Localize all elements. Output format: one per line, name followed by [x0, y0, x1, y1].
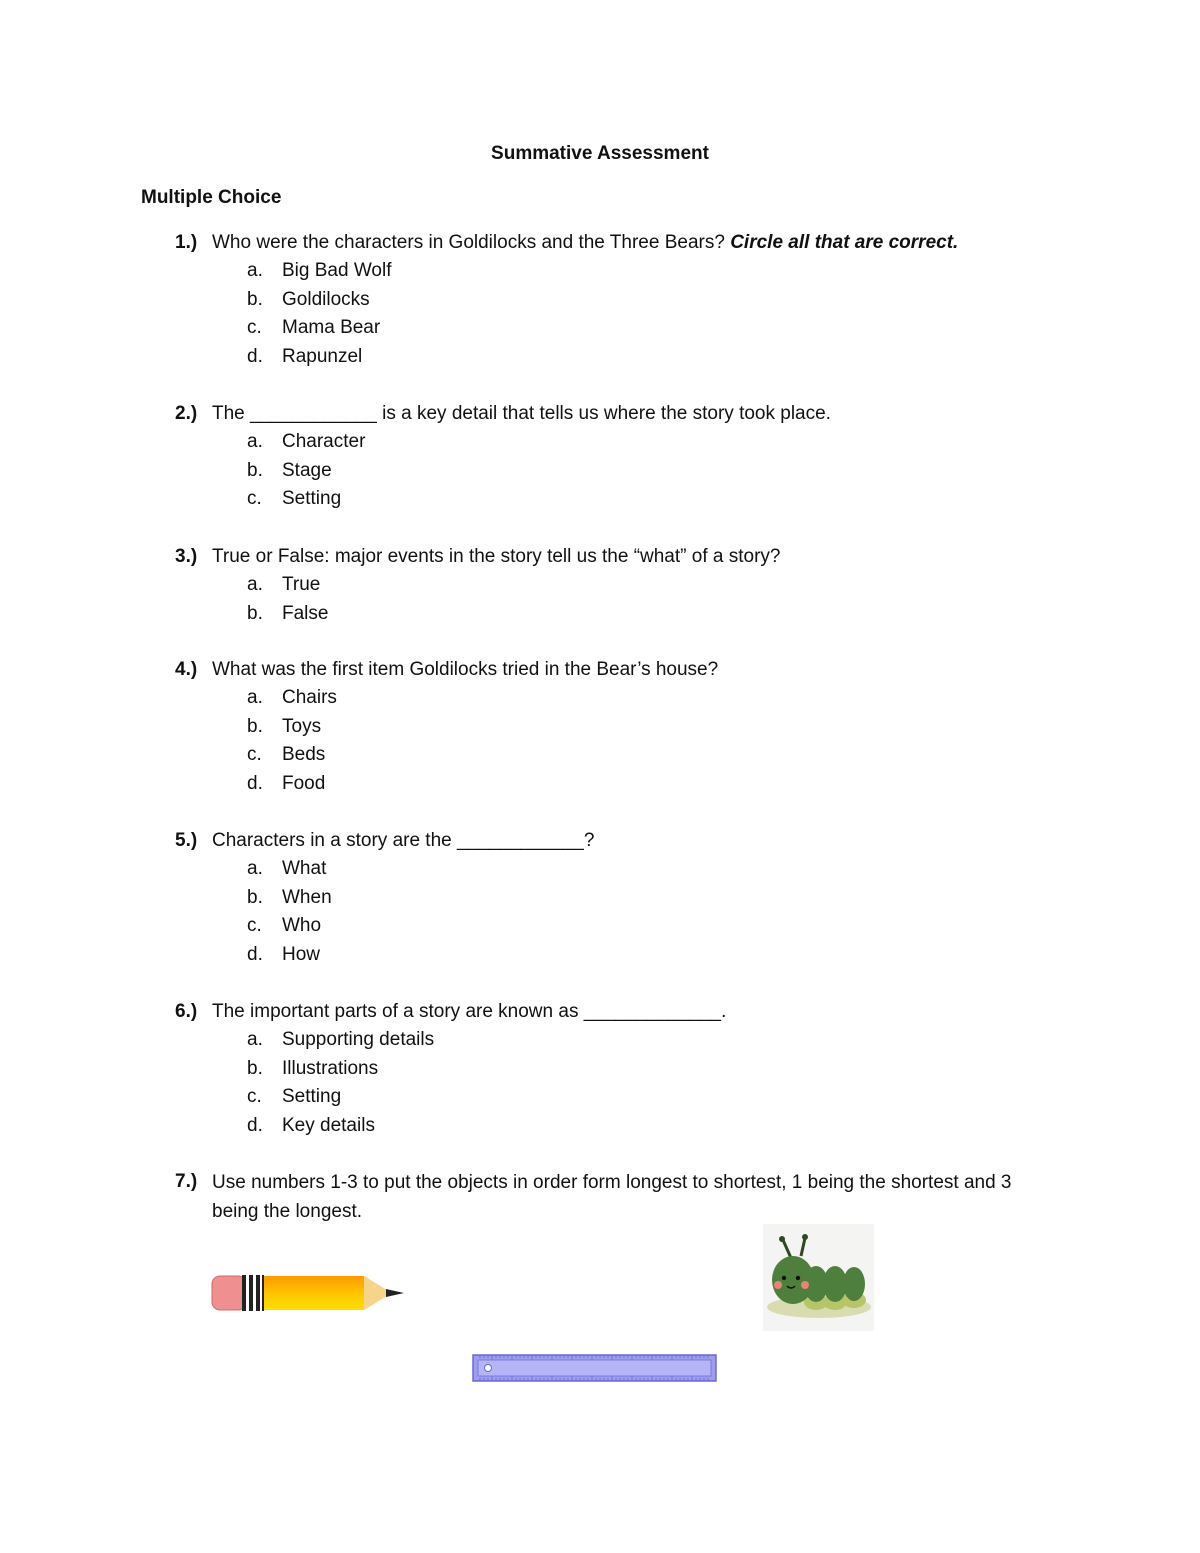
option-letter: c. — [247, 744, 262, 765]
option-text: Illustrations — [282, 1057, 379, 1079]
option-letter: c. — [247, 488, 262, 509]
question-2 — [175, 400, 1075, 514]
question-6 — [175, 998, 1075, 1140]
question-text: What was the first item Goldilocks tried in the Bear’s house? — [212, 659, 719, 680]
option[interactable] — [175, 912, 1075, 941]
option-text: Setting — [282, 488, 342, 509]
option[interactable] — [175, 343, 1075, 372]
option[interactable] — [175, 855, 1075, 884]
option-letter: d. — [247, 1114, 263, 1136]
question-instruction: Circle all that are correct. — [730, 232, 959, 253]
option-letter: a. — [247, 431, 263, 452]
option-letter: c. — [247, 317, 262, 338]
answer-blank[interactable]: ____________ — [250, 403, 377, 424]
option-text: Character — [282, 431, 366, 452]
option-letter: a. — [247, 574, 263, 595]
question-text: The important parts of a story are known as _____________. — [212, 1001, 727, 1022]
option-text: What — [282, 858, 327, 879]
question-text: Who were the characters in Goldilocks and the Three Bears? Circle all that are correct. — [212, 232, 959, 253]
option-text: False — [282, 602, 329, 624]
option-text: Rapunzel — [282, 345, 363, 367]
option-text: Beds — [282, 744, 326, 765]
option[interactable] — [175, 1055, 1075, 1084]
option[interactable] — [175, 1083, 1075, 1112]
option-text: Supporting details — [282, 1029, 435, 1050]
option[interactable] — [175, 1112, 1075, 1141]
option[interactable] — [175, 257, 1075, 286]
option[interactable] — [175, 741, 1075, 770]
option[interactable] — [175, 286, 1075, 315]
option[interactable] — [175, 884, 1075, 913]
option-text: Who — [282, 915, 322, 936]
option-text: Setting — [282, 1086, 342, 1107]
option-letter: b. — [247, 886, 263, 908]
option-text: Goldilocks — [282, 288, 370, 310]
option[interactable] — [175, 457, 1075, 486]
option[interactable] — [175, 684, 1075, 713]
question-4 — [175, 656, 1075, 798]
option[interactable] — [175, 1026, 1075, 1055]
question-number: 6.) — [175, 1001, 198, 1022]
option-letter: d. — [247, 772, 263, 794]
option-letter: a. — [247, 687, 263, 708]
question-text: Characters in a story are the ____________? — [212, 830, 595, 851]
option-letter: b. — [247, 602, 263, 624]
option[interactable] — [175, 713, 1075, 742]
option[interactable] — [175, 770, 1075, 799]
option-letter: d. — [247, 943, 263, 965]
option-text: Big Bad Wolf — [282, 260, 392, 281]
option-text: True — [282, 574, 321, 595]
option-letter: b. — [247, 459, 263, 481]
option-text: Toys — [282, 715, 322, 737]
option-text: Chairs — [282, 687, 337, 708]
question-number: 4.) — [175, 659, 198, 680]
pencil-illustration — [210, 1272, 410, 1314]
option-text: Key details — [282, 1114, 375, 1136]
option-letter: d. — [247, 345, 263, 367]
caterpillar-illustration — [763, 1224, 874, 1331]
question-number: 1.) — [175, 232, 198, 253]
option[interactable] — [175, 485, 1075, 514]
question-1 — [175, 229, 1075, 371]
option-letter: b. — [247, 288, 263, 310]
question-number: 2.) — [175, 403, 198, 424]
option[interactable] — [175, 571, 1075, 600]
answer-blank[interactable]: ____________ — [457, 830, 584, 851]
answer-blank[interactable]: _____________ — [583, 1001, 722, 1022]
option-letter: c. — [247, 1086, 262, 1107]
option-text: How — [282, 943, 321, 965]
option-text: Food — [282, 772, 326, 794]
option[interactable] — [175, 428, 1075, 457]
question-text: Use numbers 1-3 to put the objects in order form longest to shortest, 1 being the shortest and 3 being the longest. — [212, 1172, 1012, 1222]
section-heading: Multiple Choice — [141, 187, 282, 208]
option-letter: a. — [247, 260, 263, 281]
option-letter: c. — [247, 915, 262, 936]
option[interactable] — [175, 314, 1075, 343]
option[interactable] — [175, 941, 1075, 970]
option-letter: a. — [247, 858, 263, 879]
ruler-illustration — [472, 1354, 717, 1382]
option-letter: b. — [247, 715, 263, 737]
question-number: 7.) — [175, 1171, 198, 1192]
option-text: When — [282, 886, 332, 908]
option-text: Stage — [282, 459, 332, 481]
option-letter: a. — [247, 1029, 263, 1050]
question-5 — [175, 827, 1075, 969]
page-title: Summative Assessment — [491, 143, 709, 164]
question-7 — [175, 1168, 1075, 1226]
option-text: Mama Bear — [282, 317, 381, 338]
option[interactable] — [175, 600, 1075, 629]
option-letter: b. — [247, 1057, 263, 1079]
question-number: 3.) — [175, 546, 198, 567]
question-number: 5.) — [175, 830, 198, 851]
question-3 — [175, 543, 1075, 628]
question-text: The ____________ is a key detail that tells us where the story took place. — [212, 403, 831, 424]
question-text: True or False: major events in the story tell us the “what” of a story? — [212, 546, 781, 567]
